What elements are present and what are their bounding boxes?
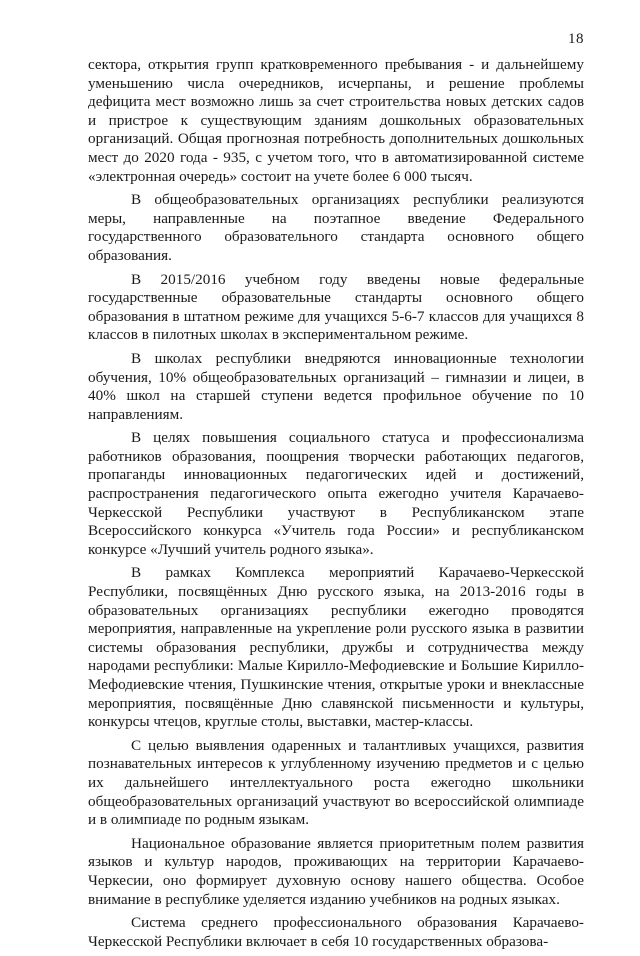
paragraph: сектора, открытия групп кратковременного пребывания - и дальнейшему уменьшению числа очередников, исчерпаны, и решение проблемы дефицита мест возможно лишь за счет строительства новых детских садов и пристрое к существующим зданиям дошкольных образовательных организаций. Общая прогнозная потребность дополнительных дошкольных мест до 2020 года - 935, с учетом того, что в автоматизированной системе «электронная очередь» состоит на учете более 6 000 тысяч. — [88, 56, 584, 185]
paragraph: В рамках Комплекса мероприятий Карачаево-Черкесской Республики, посвящённых Дню русского языка, на 2013-2016 годы в образовательных организациях республики ежегодно проводятся мероприятия, направленные на укрепление роли русского языка в развитии системы образования республики, дружбы и сотрудничества между народами республики: Малые Кирилло-Мефодиевские и Большие Кирилло-Мефодиевские чтения, Пушкинские чтения, открытые уроки и внеклассные мероприятия, посвящённые Дню славянской письменности и культуры, конкурсы чтецов, круглые столы, выставки, мастер-классы. — [88, 564, 584, 731]
paragraph: В 2015/2016 учебном году введены новые федеральные государственные образовательные стандарты основного общего образования в штатном режиме для учащихся 5-6-7 классов для учащихся 8 классов в пилотных школах в экспериментальном режиме. — [88, 270, 584, 344]
paragraph: С целью выявления одаренных и талантливых учащихся, развития познавательных интересов к углубленному изучению предметов и с целью их дальнейшего интеллектуального роста ежегодно школьники общеобразовательных организаций участвуют во всероссийской олимпиаде и в олимпиаде по родным языкам. — [88, 736, 584, 829]
paragraph: В целях повышения социального статуса и профессионализма работников образования, поощрения творчески работающих педагогов, пропаганды инновационных педагогических идей и достижений, распространения педагогического опыта ежегодно учителя Карачаево-Черкесской Республики участвуют в Республиканском этапе Всероссийского конкурса «Учитель года России» и республиканском конкурсе «Лучший учитель родного языка». — [88, 429, 584, 558]
page-number: 18 — [568, 31, 584, 47]
paragraph: В общеобразовательных организациях республики реализуются меры, направленные на поэтапное введение Федерального государственного образовательного стандарта основного общего образования. — [88, 191, 584, 264]
paragraph: В школах республики внедряются инновационные технологии обучения, 10% общеобразовательных организаций – гимназии и лицеи, в 40% школ на старшей ступени ведется профильное обучение по 10 направлениям. — [88, 349, 584, 423]
paragraph: Система среднего профессионального образования Карачаево-Черкесской Республики включает в себя 10 государственных образова- — [88, 914, 584, 950]
paragraph: Национальное образование является приоритетным полем развития языков и культур народов, проживающих на территории Карачаево-Черкесии, оно формирует духовную основу нашего общества. Особое внимание в республике уделяется изданию учебников на родных языках. — [88, 834, 584, 908]
document-body — [88, 56, 584, 956]
